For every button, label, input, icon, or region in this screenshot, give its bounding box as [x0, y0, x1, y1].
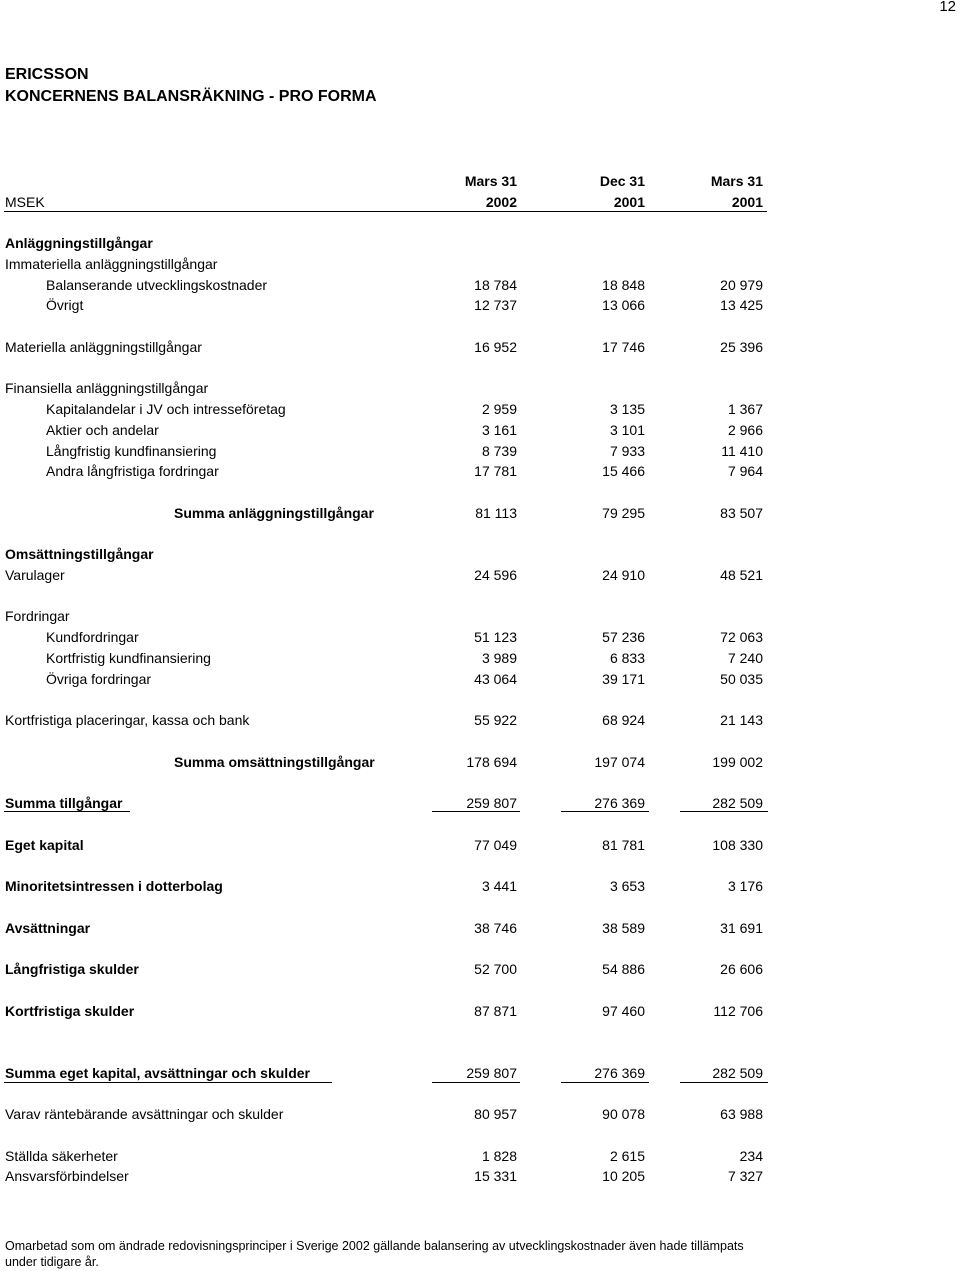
value-cell: 72 063 — [720, 629, 763, 645]
row-materiella-anlaggningstillgangar — [0, 337, 770, 357]
value-cell: 2001 — [613, 194, 645, 210]
value-cell: 57 236 — [602, 629, 645, 645]
row-label: Minoritetsintressen i dotterbolag — [5, 878, 223, 894]
row-varulager — [0, 565, 770, 585]
value-cell: 7 327 — [727, 1168, 763, 1184]
value-cell: 26 606 — [720, 961, 763, 977]
row-label: Omsättningstillgångar — [5, 546, 154, 562]
value-cell: 7 240 — [727, 650, 763, 666]
row-varav-rantebarande-avsattningar-och-skulder — [0, 1104, 770, 1124]
value-cell: 48 521 — [720, 567, 763, 583]
underline-rule — [4, 1082, 332, 1083]
row-label: Andra långfristiga fordringar — [46, 463, 219, 479]
row-aktier-och-andelar — [0, 420, 770, 440]
row-label: Finansiella anläggningstillgångar — [5, 380, 209, 396]
company-name: ERICSSON — [5, 66, 89, 83]
value-cell: 97 460 — [602, 1003, 645, 1019]
column-header-row — [0, 192, 770, 212]
value-cell: 80 957 — [474, 1106, 517, 1122]
underline-rule — [561, 811, 649, 812]
row-summa-omsattningstillgangar — [0, 752, 770, 772]
row-label: Materiella anläggningstillgångar — [5, 339, 202, 355]
row-label: Avsättningar — [5, 920, 91, 936]
value-cell: 24 910 — [602, 567, 645, 583]
value-cell: 24 596 — [474, 567, 517, 583]
row-ovrigt — [0, 295, 770, 315]
value-cell: 31 691 — [720, 920, 763, 936]
value-cell: 3 653 — [609, 878, 645, 894]
row-fordringar — [0, 606, 770, 626]
row-avsattningar — [0, 918, 770, 938]
row-kortfristig-kundfinansiering — [0, 648, 770, 668]
value-cell: 81 781 — [602, 837, 645, 853]
row-label: Summa tillgångar — [5, 795, 123, 811]
value-cell: 2 615 — [609, 1148, 645, 1164]
value-cell: 112 706 — [713, 1003, 763, 1019]
row-ansvarsforbindelser — [0, 1166, 770, 1186]
value-cell: 90 078 — [602, 1106, 645, 1122]
value-cell: 2002 — [485, 194, 517, 210]
underline-rule — [4, 811, 130, 812]
value-cell: 108 330 — [712, 837, 763, 853]
row-minoritetsintressen-i-dotterbolag — [0, 876, 770, 896]
value-cell: 3 176 — [727, 878, 763, 894]
footnote: Omarbetad som om ändrade redovisningsprinciper i Sverige 2002 gällande balansering av utvecklingskostnader även hade tillämpats under tidigare år. — [5, 1239, 744, 1269]
row-label: Ansvarsförbindelser — [5, 1168, 129, 1184]
row-label: Övrigt — [46, 297, 84, 313]
row-label: Kundfordringar — [46, 629, 139, 645]
row-label: Kortfristig kundfinansiering — [46, 650, 211, 666]
value-cell: 1 367 — [727, 401, 763, 417]
column-header-row — [0, 171, 770, 191]
row-omsattningstillgangar — [0, 544, 770, 564]
value-cell: 1 828 — [481, 1148, 517, 1164]
row-summa-anlaggningstillgangar — [0, 503, 770, 523]
row-summa-tillgangar — [0, 793, 770, 813]
value-cell: 199 002 — [712, 754, 763, 770]
value-cell: 259 807 — [466, 1065, 517, 1081]
row-label: Kapitalandelar i JV och intresseföretag — [46, 401, 286, 417]
value-cell: 276 369 — [594, 795, 645, 811]
value-cell: 51 123 — [474, 629, 517, 645]
row-kortfristiga-skulder — [0, 1001, 770, 1021]
value-cell: 38 589 — [602, 920, 645, 936]
value-cell: 3 161 — [481, 422, 517, 438]
value-cell: 52 700 — [474, 961, 517, 977]
value-cell: 54 886 — [602, 961, 645, 977]
value-cell: Dec 31 — [599, 173, 645, 189]
value-cell: 8 739 — [481, 443, 517, 459]
report-title: KONCERNENS BALANSRÄKNING - PRO FORMA — [5, 88, 377, 105]
row-label: Summa eget kapital, avsättningar och skulder — [5, 1065, 310, 1081]
value-cell: 3 441 — [481, 878, 517, 894]
value-cell: 55 922 — [474, 712, 517, 728]
row-kapitalandelar-i-jv-och-intresseforetag — [0, 399, 770, 419]
value-cell: 276 369 — [594, 1065, 645, 1081]
underline-rule — [432, 1082, 520, 1083]
row-label: Ställda säkerheter — [5, 1148, 118, 1164]
row-label: Övriga fordringar — [46, 671, 152, 687]
row-label: Eget kapital — [5, 837, 84, 853]
value-cell: 38 746 — [474, 920, 517, 936]
value-cell: 87 871 — [474, 1003, 517, 1019]
value-cell: 2 966 — [727, 422, 763, 438]
value-cell: 25 396 — [720, 339, 763, 355]
value-cell: 68 924 — [602, 712, 645, 728]
value-cell: 18 848 — [602, 277, 645, 293]
value-cell: 77 049 — [474, 837, 517, 853]
value-cell: 20 979 — [720, 277, 763, 293]
row-label: Balanserande utvecklingskostnader — [46, 277, 268, 293]
value-cell: 11 410 — [721, 443, 763, 459]
row-label: Långfristiga skulder — [5, 961, 139, 977]
value-cell: 17 746 — [602, 339, 645, 355]
value-cell: 282 509 — [712, 1065, 763, 1081]
value-cell: 17 781 — [474, 463, 517, 479]
underline-rule — [4, 211, 767, 212]
value-cell: 2 959 — [481, 401, 517, 417]
page-number: 12 — [939, 0, 956, 15]
value-cell: 3 989 — [481, 650, 517, 666]
row-label: Långfristig kundfinansiering — [46, 443, 217, 459]
row-label: Summa anläggningstillgångar — [174, 505, 374, 521]
row-eget-kapital — [0, 835, 770, 855]
value-cell: Mars 31 — [710, 173, 763, 189]
row-label: Fordringar — [5, 608, 70, 624]
row-kundfordringar — [0, 627, 770, 647]
value-cell: 50 035 — [720, 671, 763, 687]
value-cell: Mars 31 — [464, 173, 517, 189]
value-cell: 259 807 — [466, 795, 517, 811]
underline-rule — [432, 811, 520, 812]
row-label: Anläggningstillgångar — [5, 235, 153, 251]
row-label: Varulager — [5, 567, 65, 583]
value-cell: 39 171 — [602, 671, 645, 687]
value-cell: 15 331 — [474, 1168, 517, 1184]
row-label: Aktier och andelar — [46, 422, 159, 438]
value-cell: 3 101 — [609, 422, 645, 438]
value-cell: 234 — [739, 1148, 763, 1164]
value-cell: 12 737 — [474, 297, 517, 313]
value-cell: 178 694 — [466, 754, 517, 770]
value-cell: 7 933 — [609, 443, 645, 459]
value-cell: 15 466 — [602, 463, 645, 479]
row-balanserande-utvecklingskostnader — [0, 275, 770, 295]
row-finansiella-anlaggningstillgangar — [0, 378, 770, 398]
row-langfristiga-skulder — [0, 959, 770, 979]
row-label: Varav räntebärande avsättningar och skulder — [5, 1106, 284, 1122]
value-cell: 79 295 — [602, 505, 645, 521]
underline-rule — [680, 811, 768, 812]
value-cell: 13 066 — [602, 297, 645, 313]
row-langfristig-kundfinansiering — [0, 441, 770, 461]
value-cell: 10 205 — [602, 1168, 645, 1184]
row-label: Immateriella anläggningstillgångar — [5, 256, 218, 272]
row-stallda-sakerheter — [0, 1146, 770, 1166]
value-cell: 13 425 — [720, 297, 763, 313]
row-anlaggningstillgangar — [0, 233, 770, 253]
row-ovriga-fordringar — [0, 669, 770, 689]
row-summa-eget-kapital-avsattningar-och-skulder — [0, 1063, 770, 1083]
row-label: MSEK — [5, 194, 45, 210]
row-label: Kortfristiga placeringar, kassa och bank — [5, 712, 250, 728]
value-cell: 81 113 — [475, 505, 517, 521]
value-cell: 197 074 — [594, 754, 645, 770]
value-cell: 3 135 — [609, 401, 645, 417]
row-immateriella-anlaggningstillgangar — [0, 254, 770, 274]
row-label: Kortfristiga skulder — [5, 1003, 135, 1019]
value-cell: 6 833 — [609, 650, 645, 666]
value-cell: 18 784 — [474, 277, 517, 293]
value-cell: 21 143 — [720, 712, 763, 728]
value-cell: 282 509 — [712, 795, 763, 811]
value-cell: 43 064 — [474, 671, 517, 687]
value-cell: 83 507 — [720, 505, 763, 521]
underline-rule — [680, 1082, 768, 1083]
value-cell: 2001 — [731, 194, 763, 210]
value-cell: 16 952 — [474, 339, 517, 355]
row-andra-langfristiga-fordringar — [0, 461, 770, 481]
row-kortfristiga-placeringar-kassa-och-bank — [0, 710, 770, 730]
value-cell: 63 988 — [720, 1106, 763, 1122]
underline-rule — [561, 1082, 649, 1083]
value-cell: 7 964 — [727, 463, 763, 479]
row-label: Summa omsättningstillgångar — [174, 754, 375, 770]
